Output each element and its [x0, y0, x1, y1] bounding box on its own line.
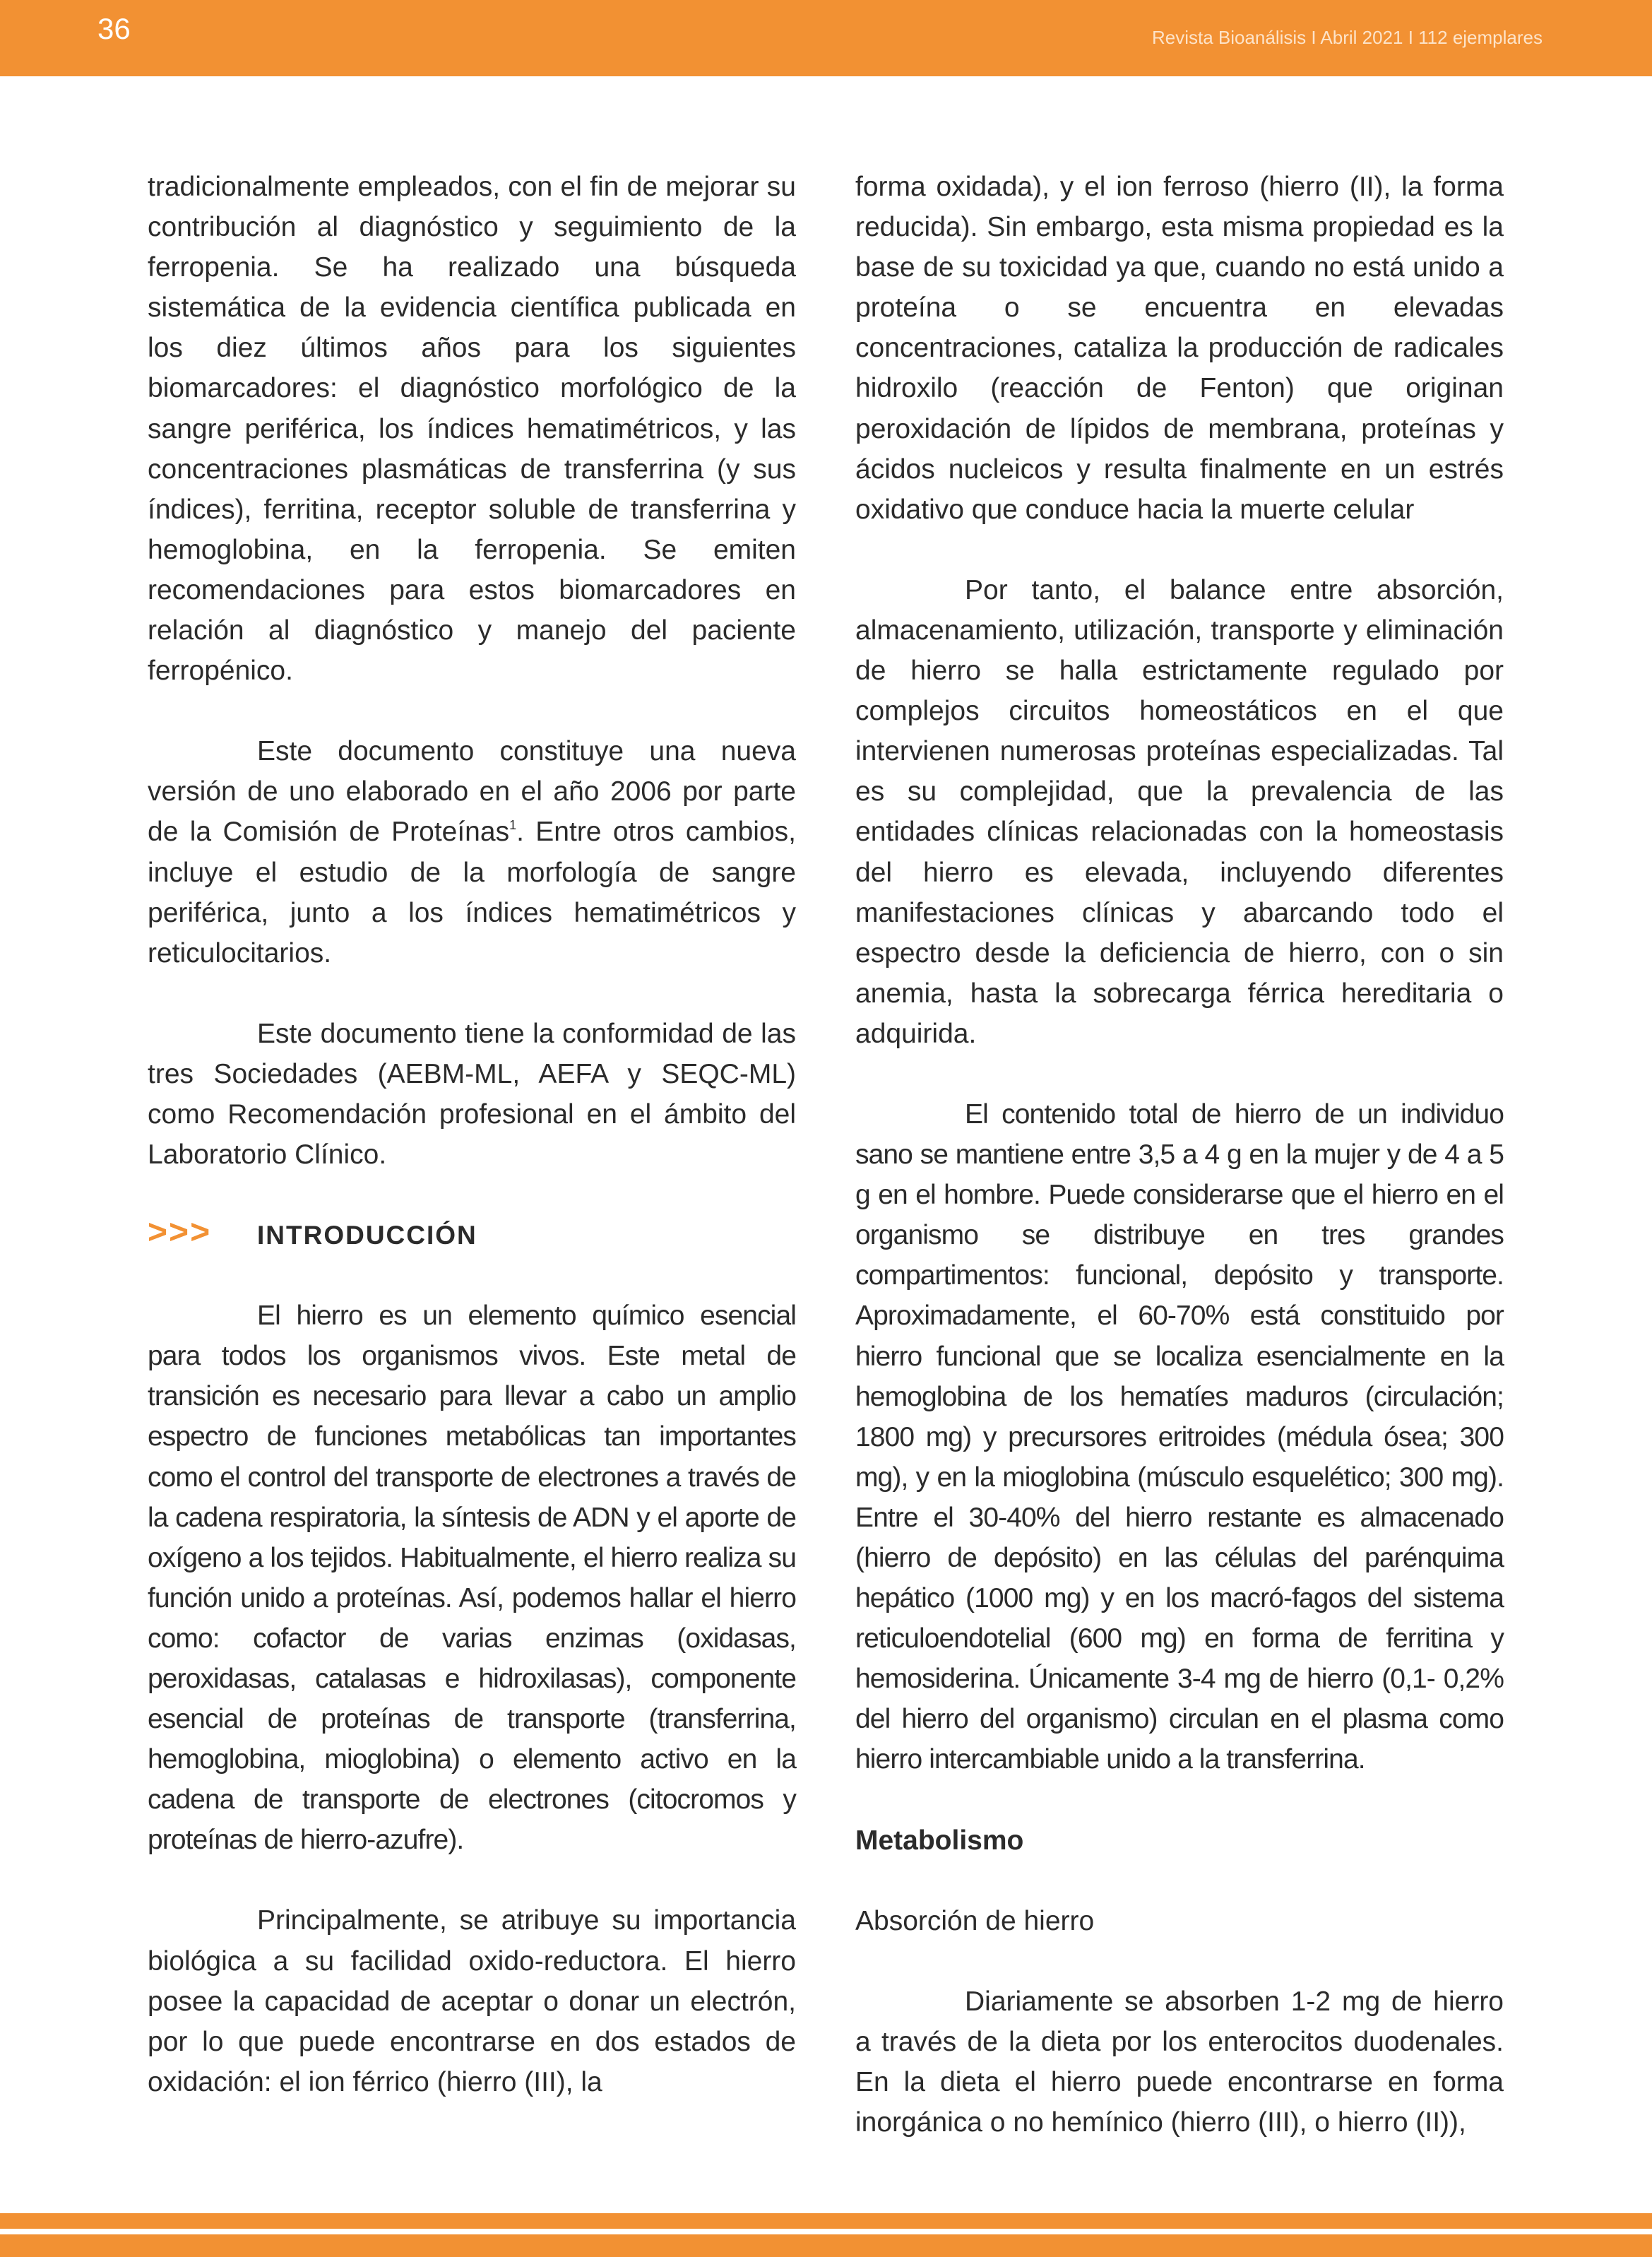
- body-paragraph: tradicionalmente empleados, con el fin de mejorar su contribución al diagnóstico y seguimiento de la ferropenia. Se ha realizado una búsqueda sistemática de la evidencia científica publicada en los diez últimos años para los siguientes biomarcadores: el diagnóstico morfológico de la sangre periférica, los índices hematimétricos, y las concentraciones plasmáticas de transferrina (y sus índices), ferritina, receptor soluble de transferrina y hemoglobina, en la ferropenia. Se emiten recomendaciones para estos biomarcadores en relación al diagnóstico y manejo del paciente ferropénico.: [148, 172, 796, 687]
- body-paragraph: Diariamente se absorben 1-2 mg de hierro a través de la dieta por los enterocitos duodenales. En la dieta el hierro puede encontrarse en forma inorgánica o no hemínico (hierro (III), o hierro (II)),: [855, 1986, 1504, 2138]
- page-number: 36: [97, 12, 131, 45]
- right-column: [855, 167, 1504, 2143]
- section-heading: [148, 1215, 796, 1255]
- body-paragraph: Este documento tiene la conformidad de las tres Sociedades (AEBM-ML, AEFA y SEQC-ML) como Recomendación profesional en el ámbito del Laboratorio Clínico.: [148, 1018, 796, 1171]
- subsubheading: Absorción de hierro: [855, 1905, 1095, 1936]
- paragraph-text: . Entre otros cambios, incluye el estudio de la morfología de sangre periférica, junto a los índices hematimétricos y reticulocitarios.: [148, 817, 796, 968]
- footer-stripe: [0, 2213, 1652, 2229]
- body-paragraph: forma oxidada), y el ion ferroso (hierro (II), la forma reducida). Sin embargo, esta misma propiedad es la base de su toxicidad ya que, cuando no está unido a proteína o se encuentra en elevadas concentraciones, cataliza la producción de radicales hidroxilo (reacción de Fenton) que originan peroxidación de lípidos de membrana, proteínas y ácidos nucleicos y resulta finalmente en un estrés oxidativo que conduce hacia la muerte celular: [855, 172, 1504, 525]
- body-paragraph: [148, 731, 796, 973]
- body-paragraph: Por tanto, el balance entre absorción, almacenamiento, utilización, transporte y eliminación de hierro se halla estrictamente regulado por complejos circuitos homeostáticos en el que intervienen numerosas proteínas especializadas. Tal es su complejidad, que la prevalencia de las entidades clínicas relacionadas con la homeostasis del hierro es elevada, incluyendo diferentes manifestaciones clínicas y abarcando todo el espectro desde la deficiencia de hierro, con o sin anemia, hasta la sobrecarga férrica hereditaria o adquirida.: [855, 574, 1504, 1049]
- left-column: [148, 167, 796, 2102]
- page-header: [0, 0, 1652, 76]
- footer-stripe: [0, 2234, 1652, 2257]
- section-title: INTRODUCCIÓN: [257, 1221, 477, 1250]
- body-paragraph: El hierro es un elemento químico esencial para todos los organismos vivos. Este metal de transición es necesario para llevar a cabo un amplio espectro de funciones metabólicas tan importantes como el control del transporte de electrones a través de la cadena respiratoria, la síntesis de ADN y el aporte de oxígeno a los tejidos. Habitualmente, el hierro realiza su función unido a proteínas. Así, podemos hallar el hierro como: cofactor de varias enzimas (oxidasas, peroxidasas, catalasas e hidroxilasas), componente esencial de proteínas de transporte (transferrina, hemoglobina, mioglobina) o elemento activo en la cadena de transporte de electrones (citocromos y proteínas de hierro-azufre).: [148, 1301, 796, 1856]
- chevron-marker-icon: >>>: [148, 1214, 212, 1252]
- body-paragraph: El contenido total de hierro de un individuo sano se mantiene entre 3,5 a 4 g en la mujer y de 4 a 5 g en el hombre. Puede considerarse que el hierro en el organismo se distribuye en tres grandes compartimentos: funcional, depósito y transporte. Aproximadamente, el 60-70% está constituido por hierro funcional que se localiza esencialmente en la hemoglobina de los hematíes maduros (circulación; 1800 mg) y precursores eritroides (médula ósea; 300 mg), y en la mioglobina (músculo esquelético; 300 mg). Entre el 30-40% del hierro restante es almacenado (hierro de depósito) en las células del parénquima hepático (1000 mg) y en los macró-fagos del sistema reticuloendotelial (600 mg) en forma de ferritina y hemosiderina. Únicamente 3-4 mg de hierro (0,1- 0,2% del hierro del organismo) circulan en el plasma como hierro intercambiable unido a la transferrina.: [855, 1098, 1504, 1775]
- reference-marker: 1: [509, 818, 517, 833]
- subheading: Metabolismo: [855, 1825, 1024, 1856]
- body-paragraph: Principalmente, se atribuye su importancia biológica a su facilidad oxido-reductora. El hierro posee la capacidad de aceptar o donar un electrón, por lo que puede encontrarse en dos estados de oxidación: el ion férrico (hierro (III), la: [148, 1905, 796, 2097]
- paragraph-text: Este documento constituye una nueva versión de uno elaborado en el año 2006 por parte de la Comisión de Proteínas: [148, 736, 796, 848]
- running-head: Revista Bioanálisis I Abril 2021 I 112 ejemplares: [1151, 27, 1543, 48]
